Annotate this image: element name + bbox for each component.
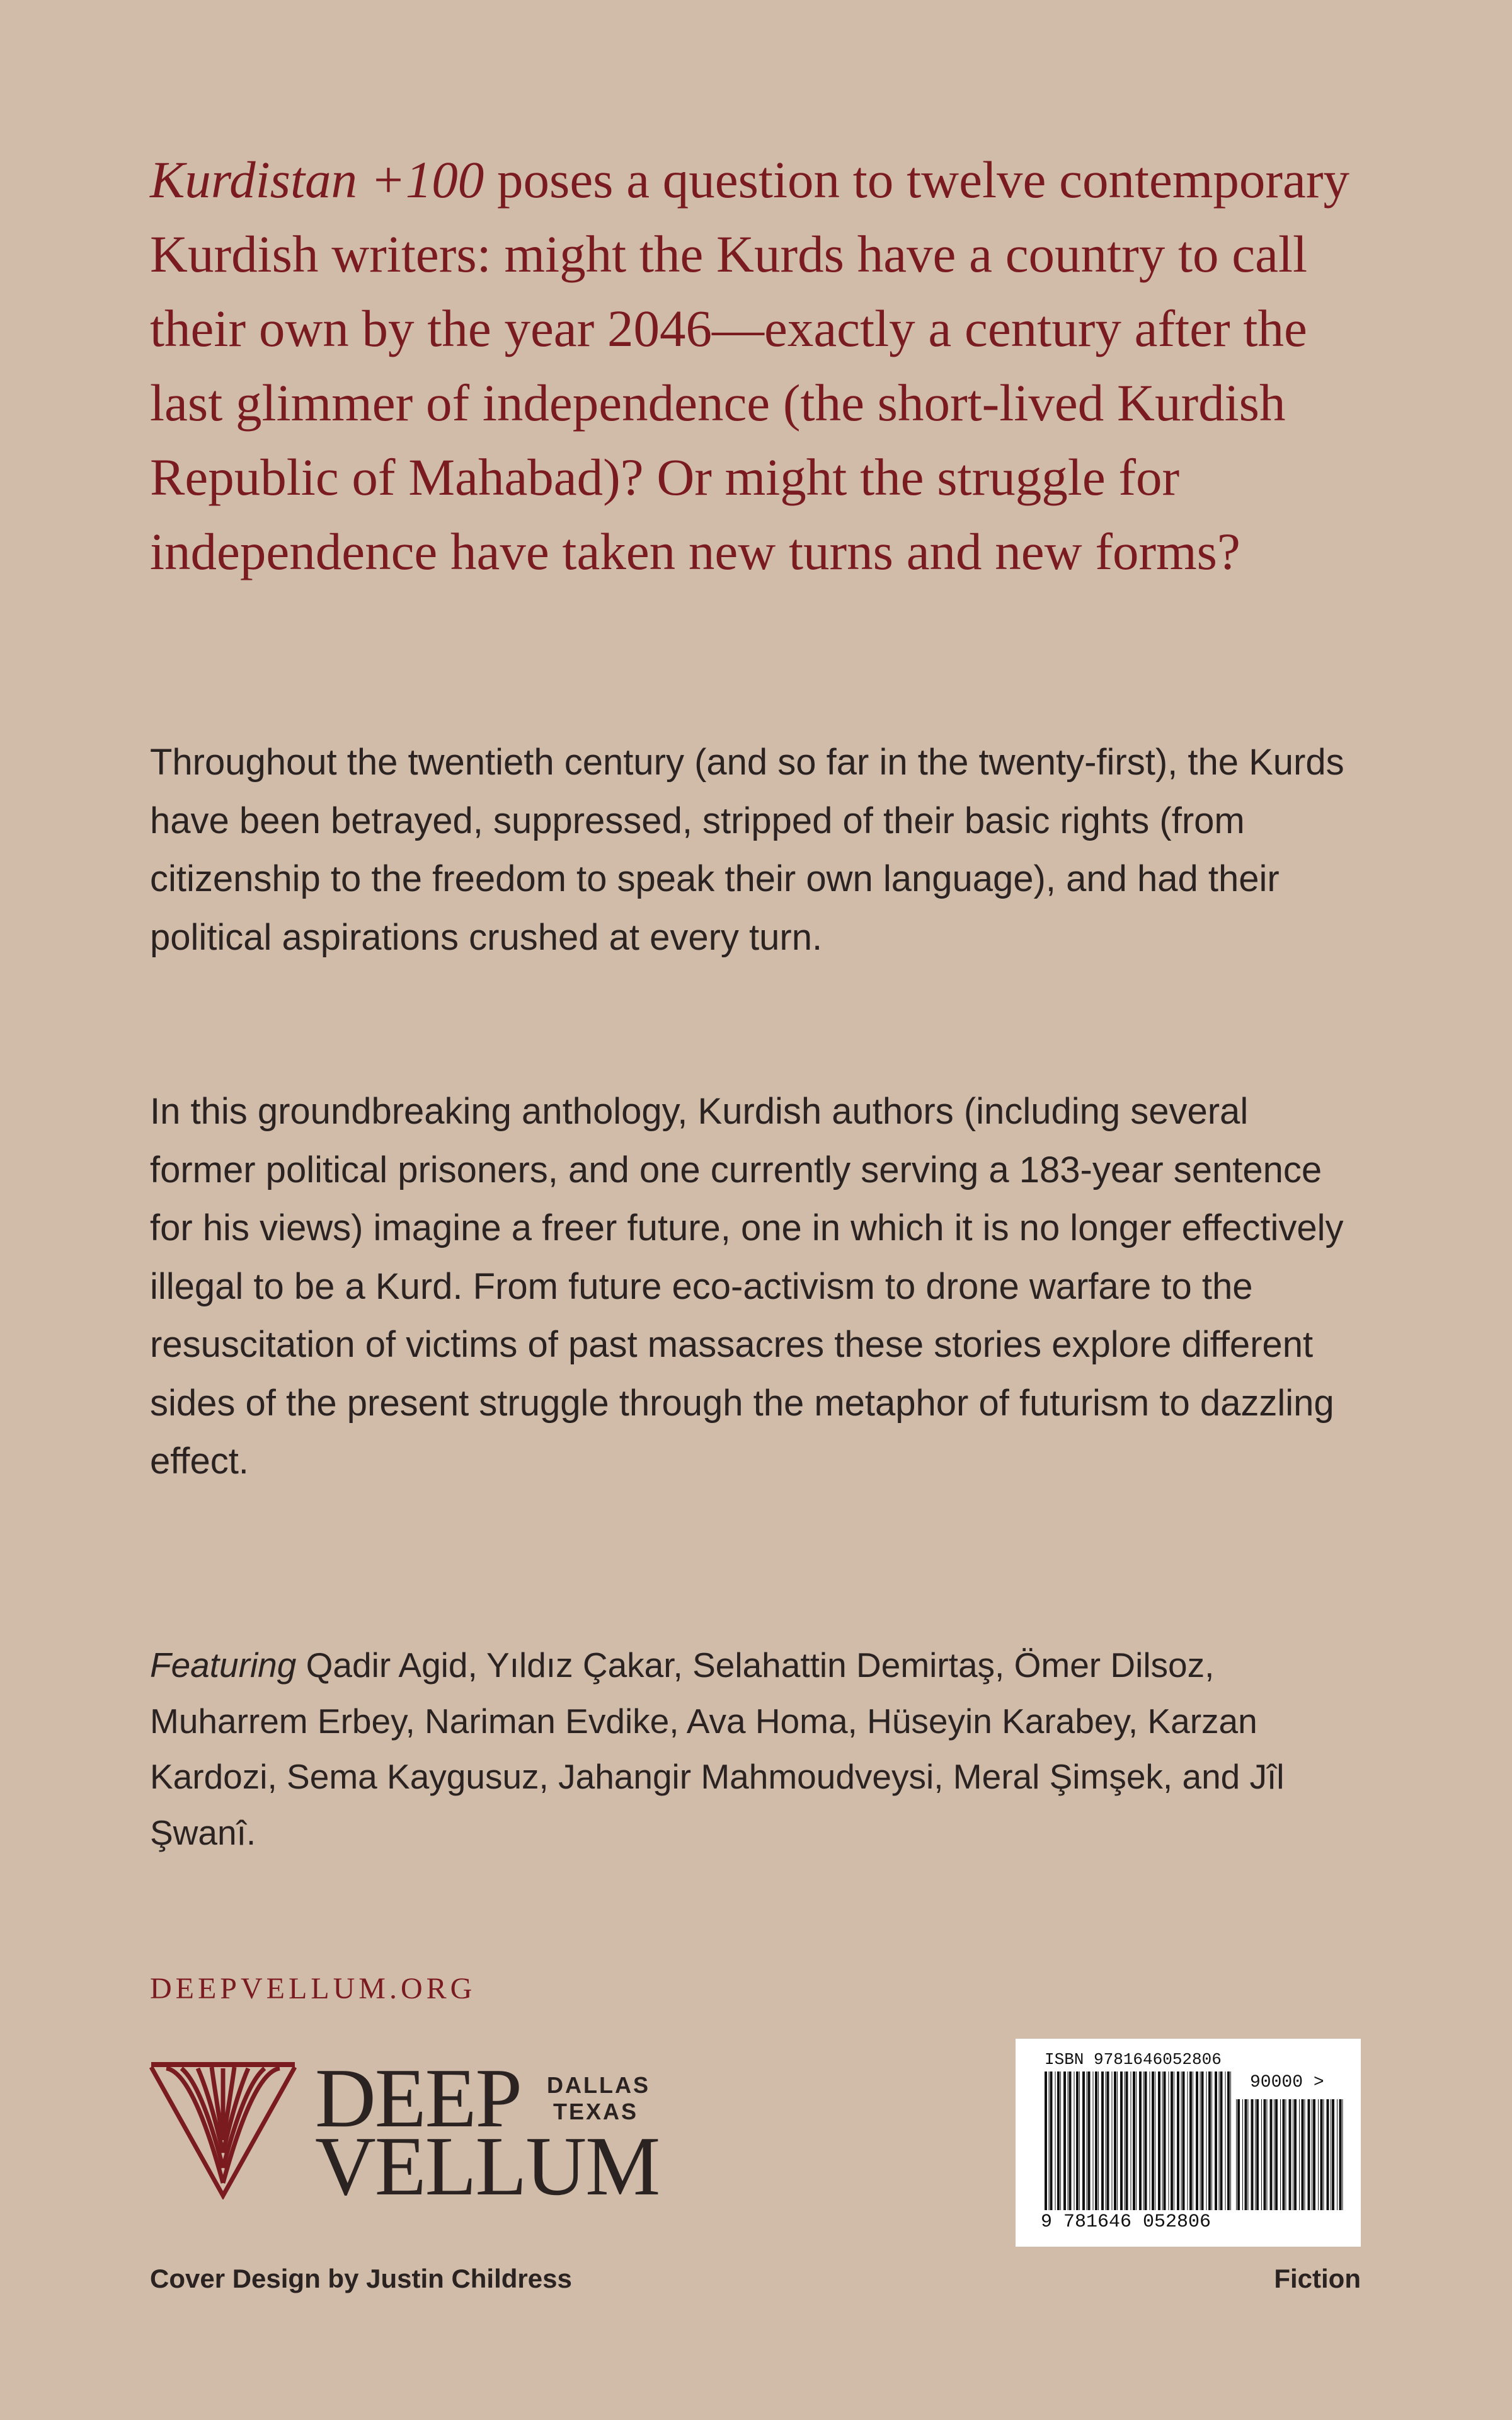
barcode-bar xyxy=(1261,2099,1262,2210)
barcode-bar xyxy=(1133,2071,1135,2210)
barcode xyxy=(1016,2039,1361,2247)
barcode-bar xyxy=(1245,2099,1247,2210)
barcode-bar xyxy=(1313,2099,1315,2210)
barcode-bar xyxy=(1050,2071,1053,2210)
deep-vellum-logo-icon xyxy=(149,2060,297,2199)
barcode-bar xyxy=(1152,2071,1154,2210)
blurb-text: poses a question to twelve contemporary Kurdish writers: might the Kurds have a country to call their own by the year 2046—exactly a century after the last glimmer of independence (the short-lived Kurdish Republic of Mahabad)? Or might the struggle for independence have taken new turns and new forms? xyxy=(150,151,1350,580)
category-label: Fiction xyxy=(1274,2264,1361,2293)
featuring-names: Qadir Agid, Yıldız Çakar, Selahattin Demirtaş, Ömer Dilsoz, Muharrem Erbey, Nariman Evdike, Ava Homa, Hüseyin Karabey, Karzan Kardozi, Sema Kaygusuz, Jahangir Mahmoudveysi, Meral Şimşek, and Jîl Şwanî. xyxy=(150,1645,1285,1852)
featuring-label: Featuring xyxy=(150,1645,297,1685)
barcode-bar xyxy=(1264,2099,1266,2210)
barcode-bar xyxy=(1208,2071,1211,2210)
barcode-bar xyxy=(1225,2071,1226,2210)
publisher-state: TEXAS xyxy=(553,2099,639,2124)
barcode-bar xyxy=(1251,2099,1254,2210)
barcode-bar xyxy=(1076,2071,1079,2210)
barcode-bar xyxy=(1230,2071,1231,2210)
barcode-bar xyxy=(1107,2071,1109,2210)
barcode-bar xyxy=(1117,2071,1118,2210)
barcode-bar xyxy=(1242,2099,1243,2210)
barcode-bar xyxy=(1183,2071,1185,2210)
book-title: Kurdistan +100 xyxy=(150,151,484,209)
barcode-bar xyxy=(1219,2071,1220,2210)
blurb-paragraph xyxy=(150,142,1385,589)
barcode-bar xyxy=(1220,2071,1223,2210)
description-paragraph-2: In this groundbreaking anthology, Kurdish authors (including several former political prisoners, and one currently serving a 183-year sentence for his views) imagine a freer future, one in which it is no longer effectively illegal to be a Kurd. From future eco-activism to drone warfare to the resuscitation of victims of past massacres these stories explore different sides of the present struggle through the metaphor of futurism to dazzling effect. xyxy=(150,1091,1344,1482)
barcode-bar xyxy=(1189,2071,1192,2210)
barcode-bar xyxy=(1055,2071,1056,2210)
barcode-bar xyxy=(1327,2099,1329,2210)
barcode-bar xyxy=(1339,2099,1342,2210)
barcode-bar xyxy=(1227,2071,1230,2210)
barcode-bar xyxy=(1069,2071,1072,2210)
barcode-bar xyxy=(1181,2071,1182,2210)
publisher-location xyxy=(547,2072,650,2125)
barcode-bar xyxy=(1256,2099,1259,2210)
barcode-bar xyxy=(1120,2071,1123,2210)
barcode-bar xyxy=(1320,2099,1323,2210)
addon-bars xyxy=(1236,2099,1343,2210)
barcode-bar xyxy=(1302,2099,1304,2210)
barcode-bar xyxy=(1236,2099,1237,2210)
barcode-bar xyxy=(1145,2071,1147,2210)
barcode-bar xyxy=(1139,2071,1142,2210)
featuring-list xyxy=(150,1637,1372,1860)
barcode-bar xyxy=(1200,2071,1201,2210)
barcode-bar xyxy=(1171,2071,1173,2210)
barcode-bar xyxy=(1126,2071,1128,2210)
barcode-bar xyxy=(1294,2099,1297,2210)
price-addon: 90000 > xyxy=(1250,2073,1324,2092)
barcode-bar xyxy=(1299,2099,1300,2210)
barcode-bar xyxy=(1079,2071,1080,2210)
barcode-bar xyxy=(1088,2071,1091,2210)
barcode-bar xyxy=(1280,2099,1281,2210)
barcode-bars xyxy=(1045,2071,1234,2210)
barcode-bar xyxy=(1255,2099,1256,2210)
barcode-bar xyxy=(1143,2071,1144,2210)
barcode-bar xyxy=(1318,2099,1319,2210)
barcode-bar xyxy=(1162,2071,1163,2210)
description-paragraph-1: Throughout the twentieth century (and so far in the twenty-first), the Kurds have been betrayed, suppressed, stripped of their basic rights (from citizenship to the freedom to speak their own language), and had their political aspirations crushed at every turn. xyxy=(150,742,1344,958)
barcode-bar xyxy=(1049,2071,1050,2210)
barcode-bar xyxy=(1114,2071,1116,2210)
publisher-website: DEEPVELLUM.ORG xyxy=(150,1972,476,2005)
barcode-bar xyxy=(1206,2071,1207,2210)
barcode-bar xyxy=(1101,2071,1104,2210)
barcode-bar xyxy=(1045,2071,1047,2210)
cover-credit: Cover Design by Justin Childress xyxy=(150,2264,572,2293)
wordmark-vellum: VELLUM xyxy=(315,2119,660,2213)
isbn-label: ISBN 9781646052806 xyxy=(1045,2050,1222,2069)
barcode-bar xyxy=(1158,2071,1160,2210)
barcode-bar xyxy=(1063,2071,1066,2210)
barcode-bar xyxy=(1060,2071,1061,2210)
barcode-bar xyxy=(1275,2099,1278,2210)
barcode-bar xyxy=(1201,2071,1204,2210)
barcode-bar xyxy=(1283,2099,1285,2210)
barcode-bar xyxy=(1196,2071,1198,2210)
barcode-bar xyxy=(1098,2071,1099,2210)
barcode-bar xyxy=(1211,2071,1212,2210)
barcode-bar xyxy=(1237,2099,1240,2210)
wordmark-deep: DEEP xyxy=(315,2051,521,2145)
barcode-bar xyxy=(1270,2099,1273,2210)
ean-digits: 9 781646 052806 xyxy=(1041,2211,1211,2233)
barcode-bar xyxy=(1248,2099,1249,2210)
barcode-bar xyxy=(1136,2071,1137,2210)
barcode-bar xyxy=(1093,2071,1094,2210)
barcode-bar xyxy=(1215,2071,1217,2210)
barcode-bar xyxy=(1082,2071,1085,2210)
barcode-bar xyxy=(1332,2099,1334,2210)
barcode-bar xyxy=(1164,2071,1166,2210)
barcode-bar xyxy=(1267,2099,1268,2210)
barcode-bar xyxy=(1074,2071,1075,2210)
barcode-bar xyxy=(1308,2099,1310,2210)
barcode-bar xyxy=(1057,2071,1060,2210)
barcode-bar xyxy=(1095,2071,1097,2210)
barcode-bar xyxy=(1177,2071,1179,2210)
barcode-bar xyxy=(1289,2099,1292,2210)
barcode-bar xyxy=(1112,2071,1113,2210)
publisher-city: DALLAS xyxy=(547,2072,650,2098)
